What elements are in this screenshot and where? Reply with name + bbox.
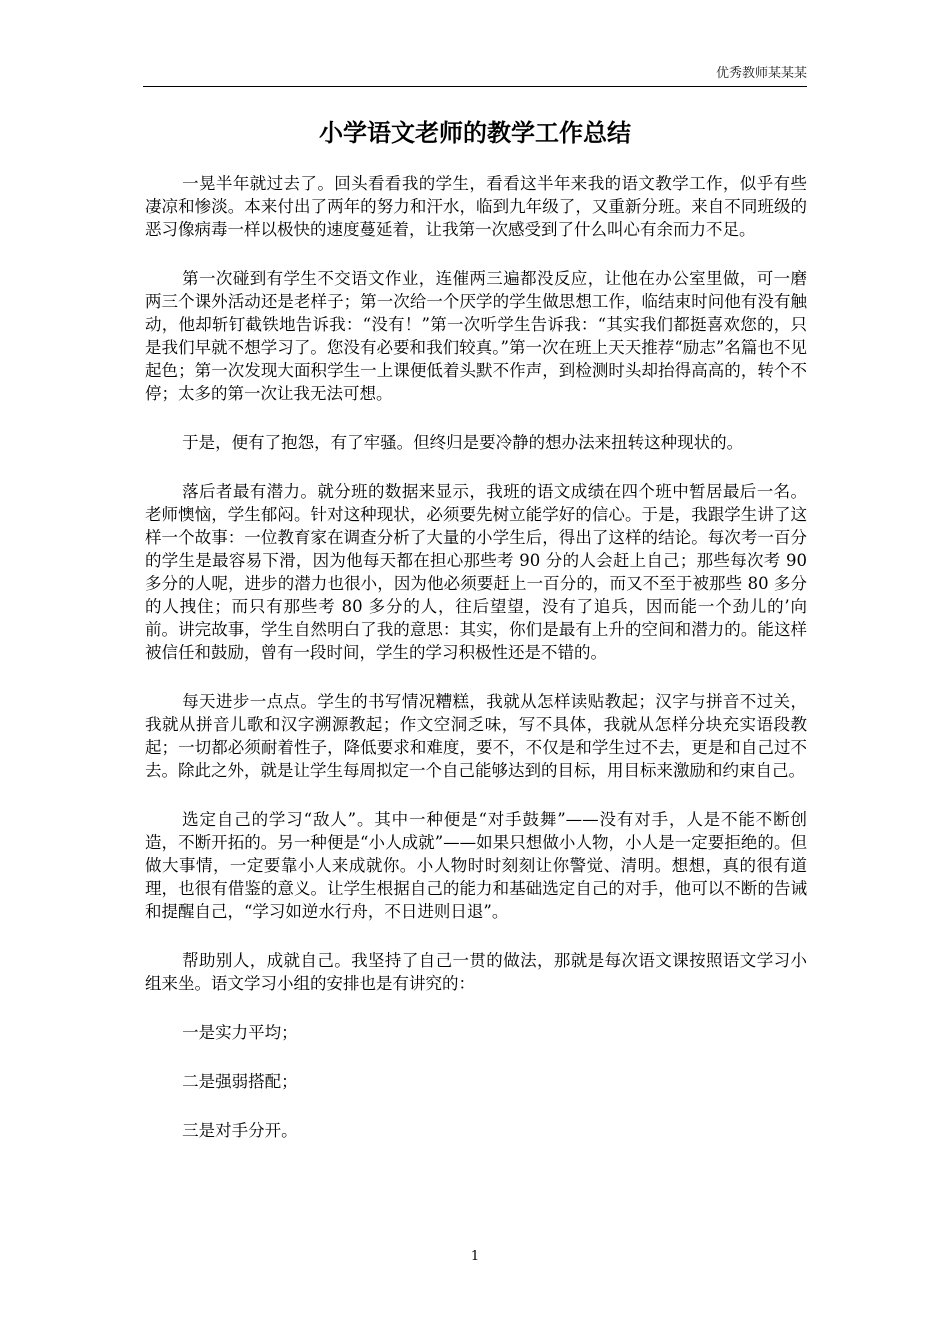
page-number: 1 [470,1249,480,1264]
paragraph-help-others: 帮助别人，成就自己。我坚持了自己一贯的做法，那就是每次语文课按照语文学习小组来坐。语文学习小组的安排也是有讲究的： [145,951,807,993]
paragraph-rival: 选定自己的学习“敌人”。其中一种便是“对手鼓舞”——没有对手，人是不能不断创造，不断开拓的。另一种便是“小人成就”——如果只想做小人物，小人是一定要拒绝的。但做大事情，一定要靠小人来成就你。小人物时时刻刻让你警觉、清明。想想，真的很有道理，也很有借鉴的意义。让学生根据自己的能力和基础选定自己的对手，他可以不断的告诫和提醒自己，“学习如逆水行舟，不日进则日退”。 [145,810,807,921]
paragraph-first-times: 第一次碰到有学生不交语文作业，连催两三遍都没反应，让他在办公室里做，可一磨两三个课外活动还是老样子；第一次给一个厌学的学生做思想工作，临结束时问他有没有触动，他却斩钉截铁地告诉我：“没有！”第一次听学生告诉我：“其实我们都挺喜欢您的，只是我们早就不想学习了。您没有必要和我们较真。”第一次在班上天天推荐“励志”名篇也不见起色；第一次发现大面积学生一上课便低着头默不作声，到检测时头却抬得高高的，转个不停；太多的第一次让我无法可想。 [145,269,807,403]
paragraph-daily-progress: 每天进步一点点。学生的书写情况糟糕，我就从怎样读贴教起；汉字与拼音不过关，我就从拼音儿歌和汉字溯源教起；作文空洞乏味，写不具体，我就从怎样分块充实语段教起；一切都必须耐着性子，降低要求和难度，要不，不仅是和学生过不去，更是和自己过不去。除此之外，就是让学生每周拟定一个自己能够达到的目标，用目标来激励和约束自己。 [145,692,807,780]
document-body [145,172,807,1168]
list-item-pairing: 二是强弱搭配； [182,1072,298,1091]
paragraph-potential: 落后者最有潜力。就分班的数据来显示，我班的语文成绩在四个班中暂居最后一名。老师懊恼，学生郁闷。针对这种现状，必须要先树立能学好的信心。于是，我跟学生讲了这样一个故事：一位教育家在调查分析了大量的小学生后，得出了这样的结论。每次考一百分的学生是最容易下滑，因为他每天都在担心那些考 90 分的人会赶上自己；那些每次考 90 多分的人呢，进步的潜力也很小，因为他必须要赶上一百分的，而又不至于被那些 80 多分的人拽住；而只有那些考 80 多分的人，往后望望，没有了追兵，因而能一个劲儿的’向前。讲完故事，学生自然明白了我的意思：其实，你们是最有上升的空间和潜力的。能这样被信任和鼓励，曾有一段时间，学生的学习积极性还是不错的。 [145,482,807,662]
paragraph-complaint: 于是，便有了抱怨，有了牢骚。但终归是要冷静的想办法来扭转这种现状的。 [182,433,744,452]
page-header [143,66,807,87]
header-author: 优秀教师某某某 [715,66,807,81]
list-item-separate: 三是对手分开。 [182,1121,298,1140]
document-title: 小学语文老师的教学工作总结 [319,118,631,147]
paragraph-intro: 一晃半年就过去了。回头看看我的学生，看看这半年来我的语文教学工作，似乎有些凄凉和惨淡。本来付出了两年的努力和汗水，临到九年级了，又重新分班。来自不同班级的恶习像病毒一样以极快的速度蔓延着，让我第一次感受到了什么叫心有余而力不足。 [145,174,807,239]
list-item-balance: 一是实力平均； [182,1023,298,1042]
